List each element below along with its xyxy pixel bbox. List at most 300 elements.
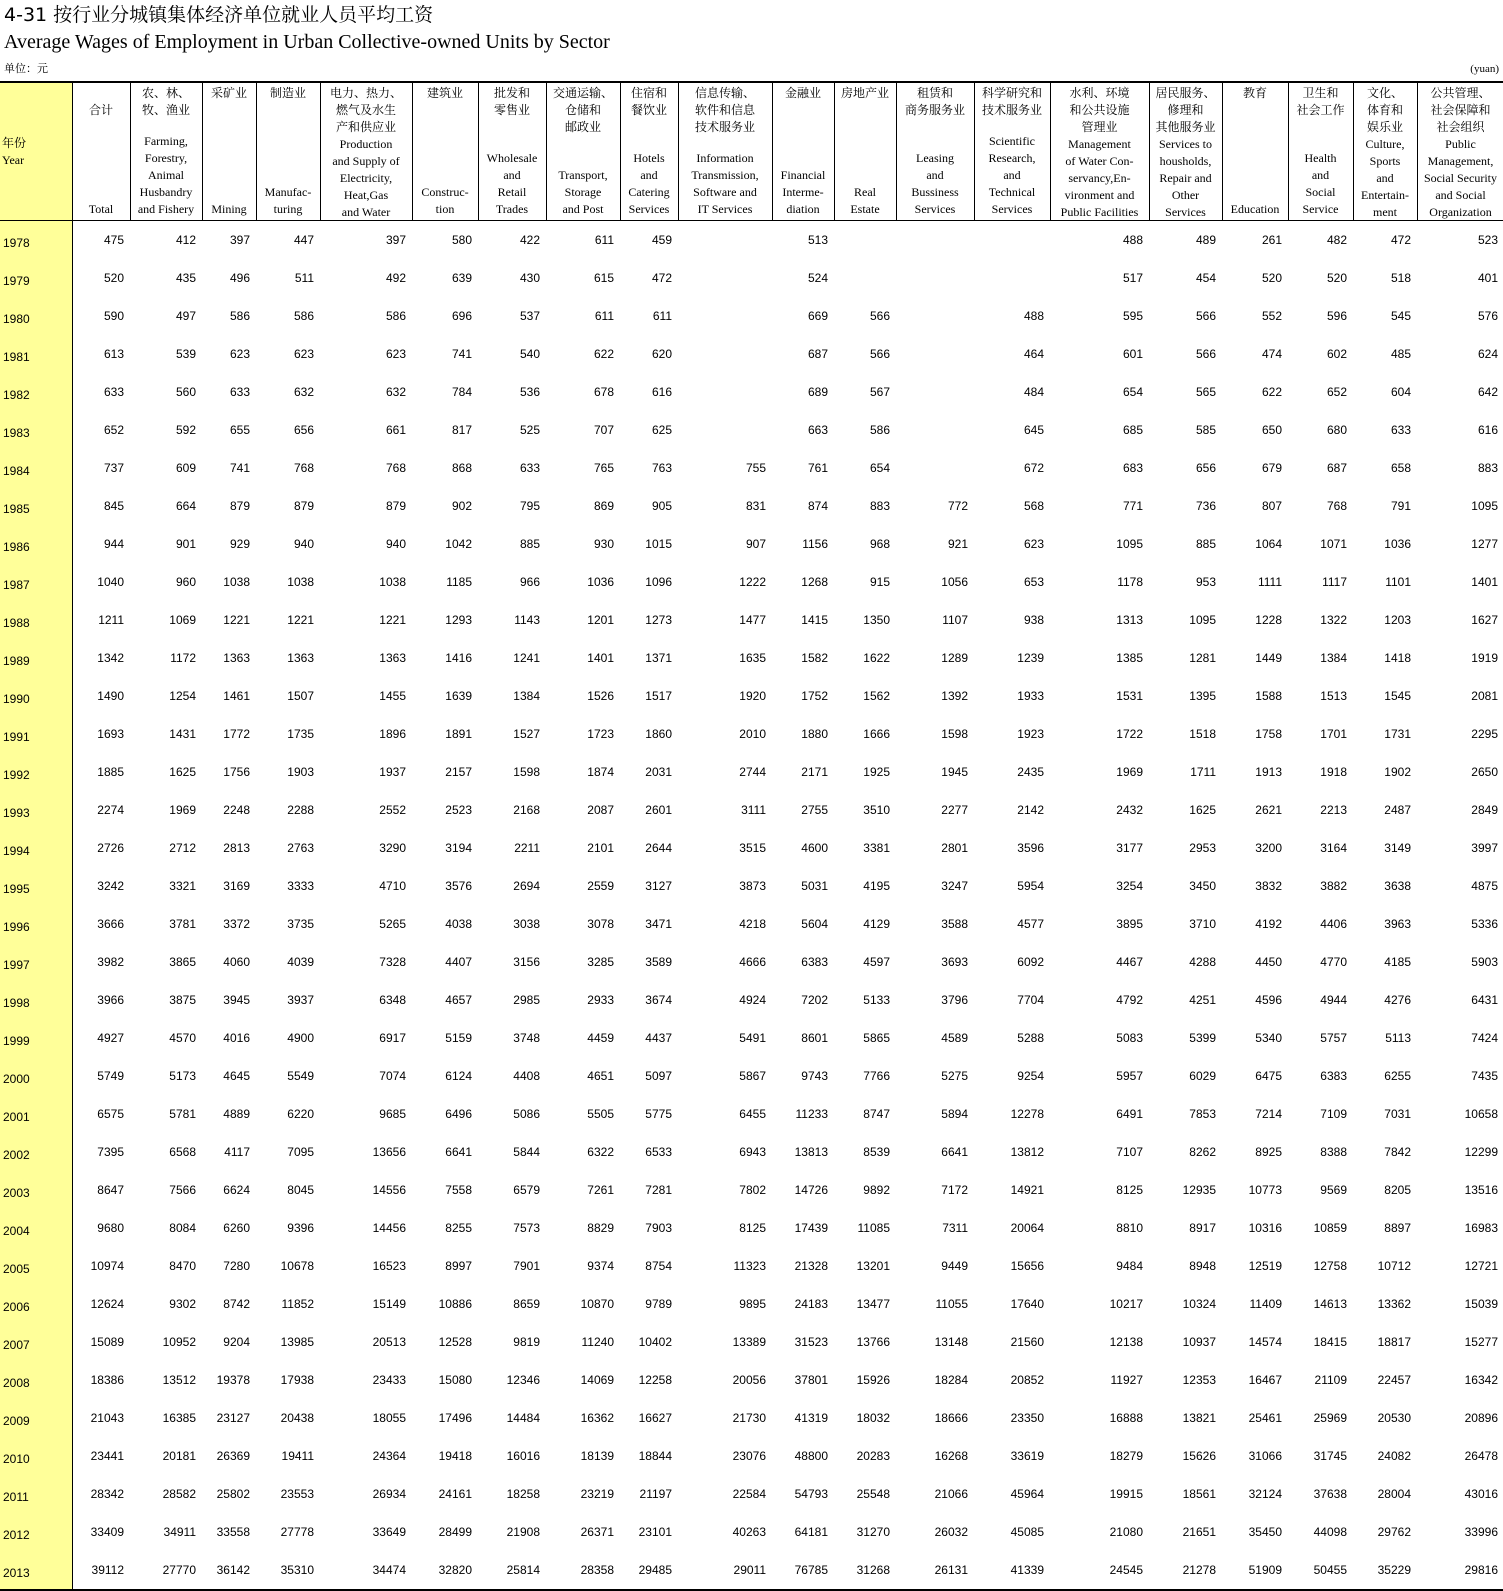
- value-cell: 1477: [739, 613, 766, 627]
- column-header-en: Production and Supply of Electricity, Heat,Gas and Water: [332, 137, 400, 219]
- value-cell: 447: [293, 233, 314, 247]
- value-cell: 1107: [942, 613, 968, 627]
- value-cell: 8747: [863, 1107, 890, 1121]
- value-cell: 2487: [1384, 803, 1411, 817]
- value-cell: 1449: [1255, 651, 1282, 665]
- value-cell: 3865: [169, 955, 196, 969]
- value-cell: 4577: [1017, 917, 1044, 931]
- value-cell: 2211: [514, 841, 540, 855]
- value-cell: 1036: [1384, 537, 1411, 551]
- value-cell: 944: [103, 537, 124, 551]
- value-cell: 620: [651, 347, 672, 361]
- value-cell: 1401: [587, 651, 614, 665]
- value-cell: 807: [1261, 499, 1282, 513]
- value-cell: 879: [229, 499, 250, 513]
- value-cell: 885: [519, 537, 540, 551]
- column-header: [546, 82, 620, 221]
- value-cell: 8539: [863, 1145, 890, 1159]
- value-cell: 654: [1122, 385, 1143, 399]
- value-cell: 3735: [287, 917, 314, 931]
- value-cell: 48800: [794, 1449, 828, 1463]
- value-cell: 585: [1195, 423, 1216, 437]
- value-cell: 5867: [739, 1069, 766, 1083]
- column-header: [896, 82, 974, 221]
- value-cell: 2849: [1471, 803, 1498, 817]
- value-cell: 1635: [739, 651, 766, 665]
- value-cell: 4288: [1189, 955, 1216, 969]
- value-cell: 16983: [1464, 1221, 1498, 1235]
- value-cell: 397: [229, 233, 250, 247]
- value-cell: 1627: [1471, 613, 1498, 627]
- value-cell: 772: [947, 499, 968, 513]
- value-cell: 3937: [287, 993, 314, 1007]
- value-cell: 4792: [1116, 993, 1143, 1007]
- value-cell: 464: [1023, 347, 1044, 361]
- value-cell: 9449: [941, 1259, 968, 1273]
- value-cell: 4645: [223, 1069, 250, 1083]
- value-cell: 16016: [506, 1449, 540, 1463]
- value-cell: 9374: [587, 1259, 614, 1273]
- value-cell: [678, 373, 772, 411]
- value-cell: 1625: [169, 765, 196, 779]
- value-cell: [896, 335, 974, 373]
- value-cell: 632: [385, 385, 406, 399]
- column-header-en: Information Transmission, Software and IT Services: [691, 151, 759, 216]
- value-cell: 611: [594, 233, 614, 247]
- value-cell: 4016: [223, 1031, 250, 1045]
- value-cell: 15039: [1464, 1297, 1498, 1311]
- table-row: [0, 373, 1503, 411]
- value-cell: 15926: [856, 1373, 890, 1387]
- value-cell: 1273: [645, 613, 672, 627]
- value-cell: 736: [1195, 499, 1216, 513]
- value-cell: 43016: [1464, 1487, 1498, 1501]
- value-cell: 23350: [1010, 1411, 1044, 1425]
- value-cell: 3796: [941, 993, 968, 1007]
- value-cell: 1461: [223, 689, 250, 703]
- value-cell: 15277: [1464, 1335, 1498, 1349]
- value-cell: 622: [593, 347, 614, 361]
- value-cell: 784: [451, 385, 472, 399]
- value-cell: 16362: [580, 1411, 614, 1425]
- value-cell: 1064: [1255, 537, 1282, 551]
- value-cell: 1221: [287, 613, 314, 627]
- value-cell: 3882: [1320, 879, 1347, 893]
- value-cell: 8388: [1320, 1145, 1347, 1159]
- value-cell: 664: [175, 499, 196, 513]
- value-cell: 6255: [1384, 1069, 1411, 1083]
- value-cell: 2295: [1471, 727, 1498, 741]
- table-row: [0, 1475, 1503, 1513]
- value-cell: 6455: [739, 1107, 766, 1121]
- value-cell: 2755: [801, 803, 828, 817]
- value-cell: 31066: [1248, 1449, 1282, 1463]
- value-cell: 21730: [732, 1411, 766, 1425]
- value-cell: 1015: [645, 537, 672, 551]
- value-cell: 14726: [794, 1183, 828, 1197]
- value-cell: 1920: [739, 689, 766, 703]
- value-cell: 76785: [772, 1551, 834, 1590]
- value-cell: 1588: [1255, 689, 1282, 703]
- value-cell: 1101: [1385, 575, 1411, 589]
- table-row: [0, 1095, 1503, 1133]
- value-cell: 5159: [445, 1031, 472, 1045]
- value-cell: 1517: [645, 689, 672, 703]
- value-cell: 17640: [1010, 1297, 1044, 1311]
- column-header-en: Scientific Research, and Technical Services: [988, 134, 1036, 216]
- value-cell: 488: [1023, 309, 1044, 323]
- value-cell: 616: [651, 385, 672, 399]
- value-cell: 454: [1195, 271, 1216, 285]
- value-cell: 3290: [379, 841, 406, 855]
- value-cell: 18817: [1377, 1335, 1411, 1349]
- value-cell: 517: [1122, 271, 1143, 285]
- page-title-en: Average Wages of Employment in Urban Collective-owned Units by Sector: [4, 31, 610, 53]
- table-row: [0, 1437, 1503, 1475]
- value-cell: 623: [293, 347, 314, 361]
- year-cell: 1982: [0, 373, 72, 411]
- year-cell: 1986: [0, 525, 72, 563]
- column-header-en: Construc- tion: [421, 185, 469, 216]
- column-header-cn: 居民服务、 修理和 其他服务业: [1155, 86, 1216, 134]
- value-cell: 54793: [794, 1487, 828, 1501]
- value-cell: 7261: [587, 1183, 614, 1197]
- value-cell: 5097: [645, 1069, 672, 1083]
- value-cell: 609: [175, 461, 196, 475]
- value-cell: 566: [1195, 347, 1216, 361]
- value-cell: 8810: [1116, 1221, 1143, 1235]
- value-cell: 1178: [1117, 575, 1143, 589]
- value-cell: 31745: [1313, 1449, 1347, 1463]
- value-cell: 596: [1326, 309, 1347, 323]
- value-cell: 28004: [1377, 1487, 1411, 1501]
- year-cell: 1993: [0, 791, 72, 829]
- value-cell: 2523: [445, 803, 472, 817]
- value-cell: 1384: [513, 689, 540, 703]
- value-cell: [896, 297, 974, 335]
- value-cell: 707: [593, 423, 614, 437]
- value-cell: 18666: [934, 1411, 968, 1425]
- value-cell: 18415: [1313, 1335, 1347, 1349]
- value-cell: 21197: [639, 1487, 672, 1501]
- value-cell: 623: [1023, 537, 1044, 551]
- value-cell: 9789: [645, 1297, 672, 1311]
- value-cell: 687: [1326, 461, 1347, 475]
- value-cell: 18279: [1109, 1449, 1143, 1463]
- value-cell: 13812: [1010, 1145, 1044, 1159]
- year-cell: 1994: [0, 829, 72, 867]
- value-cell: 5083: [1116, 1031, 1143, 1045]
- year-cell: 1991: [0, 715, 72, 753]
- value-cell: 5775: [645, 1107, 672, 1121]
- column-header-en: Leasing and Bussiness Services: [911, 151, 959, 216]
- value-cell: 18258: [506, 1487, 540, 1501]
- value-cell: 34911: [163, 1525, 196, 1539]
- value-cell: 1918: [1320, 765, 1347, 779]
- column-header: [478, 82, 546, 221]
- value-cell: 9685: [379, 1107, 406, 1121]
- value-cell: 953: [1195, 575, 1216, 589]
- value-cell: 771: [1122, 499, 1143, 513]
- value-cell: 8125: [1116, 1183, 1143, 1197]
- value-cell: 23101: [638, 1525, 672, 1539]
- value-cell: 5133: [863, 993, 890, 1007]
- value-cell: 650: [1261, 423, 1282, 437]
- column-header: [1050, 82, 1149, 221]
- value-cell: 44098: [1313, 1525, 1347, 1539]
- value-cell: 28342: [90, 1487, 124, 1501]
- table-row: [0, 1209, 1503, 1247]
- value-cell: 1723: [587, 727, 614, 741]
- value-cell: 25814: [478, 1551, 546, 1590]
- value-cell: 6322: [587, 1145, 614, 1159]
- value-cell: 1038: [223, 575, 250, 589]
- value-cell: 4944: [1320, 993, 1347, 1007]
- value-cell: 2101: [587, 841, 614, 855]
- value-cell: 3111: [741, 803, 766, 817]
- value-cell: 3381: [863, 841, 890, 855]
- value-cell: 14556: [372, 1183, 406, 1197]
- value-cell: 1415: [801, 613, 828, 627]
- value-cell: 3200: [1255, 841, 1282, 855]
- value-cell: 1228: [1255, 613, 1282, 627]
- year-cell: 2005: [0, 1247, 72, 1285]
- column-header: [834, 82, 896, 221]
- value-cell: 1891: [445, 727, 472, 741]
- value-cell: 31268: [834, 1551, 896, 1590]
- value-cell: 485: [1390, 347, 1411, 361]
- value-cell: 7202: [801, 993, 828, 1007]
- value-cell: 8084: [169, 1221, 196, 1235]
- value-cell: 13516: [1464, 1183, 1498, 1197]
- value-cell: 883: [1477, 461, 1498, 475]
- value-cell: 12278: [1010, 1107, 1044, 1121]
- value-cell: 1289: [941, 651, 968, 665]
- year-cell: 1978: [0, 221, 72, 260]
- value-cell: 1143: [514, 613, 540, 627]
- wages-table: [0, 81, 1503, 1591]
- value-cell: 18561: [1182, 1487, 1216, 1501]
- value-cell: 475: [103, 233, 124, 247]
- value-cell: 7903: [645, 1221, 672, 1235]
- value-cell: [896, 449, 974, 487]
- value-cell: 2726: [97, 841, 124, 855]
- value-cell: 1172: [170, 651, 196, 665]
- value-cell: 10402: [638, 1335, 672, 1349]
- value-cell: 2213: [1320, 803, 1347, 817]
- value-cell: 1431: [169, 727, 196, 741]
- value-cell: 23076: [732, 1449, 766, 1463]
- value-cell: 29011: [678, 1551, 772, 1590]
- value-cell: 3285: [587, 955, 614, 969]
- column-header-cn: 制造业: [269, 86, 306, 100]
- table-row: [0, 335, 1503, 373]
- value-cell: 33996: [1464, 1525, 1498, 1539]
- value-cell: 10217: [1109, 1297, 1143, 1311]
- value-cell: 10952: [162, 1335, 196, 1349]
- column-header-en: Real Estate: [850, 185, 880, 216]
- value-cell: 940: [293, 537, 314, 551]
- value-cell: 27778: [280, 1525, 314, 1539]
- value-cell: 6575: [97, 1107, 124, 1121]
- value-cell: 7566: [169, 1183, 196, 1197]
- value-cell: 1919: [1471, 651, 1498, 665]
- column-header: [320, 82, 412, 221]
- value-cell: 518: [1390, 271, 1411, 285]
- value-cell: 13477: [856, 1297, 890, 1311]
- value-cell: 32124: [1248, 1487, 1282, 1501]
- column-header-cn: 农、林、 牧、渔业: [141, 86, 190, 117]
- value-cell: 10773: [1248, 1183, 1282, 1197]
- value-cell: 19915: [1109, 1487, 1143, 1501]
- value-cell: 3638: [1384, 879, 1411, 893]
- value-cell: 4437: [645, 1031, 672, 1045]
- value-cell: 672: [1023, 461, 1044, 475]
- value-cell: [678, 259, 772, 297]
- value-cell: 4408: [513, 1069, 540, 1083]
- value-cell: 435: [175, 271, 196, 285]
- value-cell: 4875: [1471, 879, 1498, 893]
- value-cell: 4589: [941, 1031, 968, 1045]
- value-cell: 7802: [739, 1183, 766, 1197]
- year-cell: 1999: [0, 1019, 72, 1057]
- value-cell: 2621: [1255, 803, 1282, 817]
- value-cell: 5954: [1017, 879, 1044, 893]
- value-cell: 645: [1023, 423, 1044, 437]
- value-cell: 537: [519, 309, 540, 323]
- value-cell: 4195: [863, 879, 890, 893]
- column-header-cn: 卫生和 社会工作: [1296, 86, 1345, 117]
- value-cell: 5844: [513, 1145, 540, 1159]
- column-header-en: Culture, Sports and Entertain- ment: [1361, 137, 1409, 219]
- table-row: [0, 487, 1503, 525]
- value-cell: 2277: [941, 803, 968, 817]
- value-cell: 4407: [445, 955, 472, 969]
- value-cell: 7558: [445, 1183, 472, 1197]
- value-cell: 2552: [379, 803, 406, 817]
- table-row: [0, 1019, 1503, 1057]
- value-cell: 10316: [1248, 1221, 1282, 1235]
- value-cell: 3982: [97, 955, 124, 969]
- value-cell: 6383: [801, 955, 828, 969]
- value-cell: 5781: [169, 1107, 196, 1121]
- value-cell: 1350: [863, 613, 890, 627]
- value-cell: 8948: [1189, 1259, 1216, 1273]
- column-header-cn: 合计: [88, 103, 113, 117]
- value-cell: [896, 221, 974, 260]
- value-cell: 41339: [974, 1551, 1050, 1590]
- value-cell: 6431: [1471, 993, 1498, 1007]
- column-header-cn: 水利、环境 和公共设施 管理业: [1069, 86, 1130, 134]
- value-cell: 4251: [1189, 993, 1216, 1007]
- value-cell: 8205: [1384, 1183, 1411, 1197]
- value-cell: 11409: [1249, 1297, 1282, 1311]
- table-row: [0, 601, 1503, 639]
- table-row: [0, 1513, 1503, 1551]
- value-cell: 1222: [739, 575, 766, 589]
- value-cell: 741: [229, 461, 250, 475]
- column-header-cn: 采矿业: [210, 86, 247, 100]
- value-cell: 1201: [587, 613, 614, 627]
- value-cell: 1860: [645, 727, 672, 741]
- value-cell: 21328: [794, 1259, 828, 1273]
- column-header: [412, 82, 478, 221]
- value-cell: 13656: [372, 1145, 406, 1159]
- table-row: [0, 867, 1503, 905]
- value-cell: 10870: [580, 1297, 614, 1311]
- value-cell: 497: [175, 309, 196, 323]
- value-cell: 1371: [645, 651, 672, 665]
- table-row: [0, 715, 1503, 753]
- value-cell: 633: [229, 385, 250, 399]
- value-cell: 9895: [739, 1297, 766, 1311]
- value-cell: 13512: [162, 1373, 196, 1387]
- value-cell: 687: [807, 347, 828, 361]
- value-cell: 1221: [223, 613, 250, 627]
- value-cell: 1038: [379, 575, 406, 589]
- value-cell: 10886: [438, 1297, 472, 1311]
- table-row: [0, 297, 1503, 335]
- value-cell: 20064: [1010, 1221, 1044, 1235]
- year-cell: 1983: [0, 411, 72, 449]
- column-header-cn: 文化、 体育和 娱乐业: [1366, 86, 1403, 134]
- value-cell: 1923: [1017, 727, 1044, 741]
- value-cell: 6124: [445, 1069, 472, 1083]
- value-cell: 4597: [863, 955, 890, 969]
- value-cell: 1185: [446, 575, 472, 589]
- value-cell: 11240: [581, 1335, 614, 1349]
- value-cell: 1203: [1384, 613, 1411, 627]
- value-cell: 4276: [1384, 993, 1411, 1007]
- table-row: [0, 791, 1503, 829]
- value-cell: 28499: [438, 1525, 472, 1539]
- value-cell: 16523: [372, 1259, 406, 1273]
- year-cell: 1985: [0, 487, 72, 525]
- table-row: [0, 905, 1503, 943]
- value-cell: 565: [1195, 385, 1216, 399]
- value-cell: 8255: [445, 1221, 472, 1235]
- value-cell: [678, 411, 772, 449]
- year-cell: 1996: [0, 905, 72, 943]
- value-cell: 1363: [379, 651, 406, 665]
- value-cell: 14574: [1248, 1335, 1282, 1349]
- value-cell: 622: [1261, 385, 1282, 399]
- value-cell: 8917: [1189, 1221, 1216, 1235]
- value-cell: 566: [1195, 309, 1216, 323]
- value-cell: 663: [807, 423, 828, 437]
- column-header: [974, 82, 1050, 221]
- value-cell: 1693: [97, 727, 124, 741]
- year-header-en: Year: [2, 152, 25, 167]
- column-header-cn: 电力、热力、 燃气及水生 产和供应业: [329, 86, 402, 134]
- column-header: [1149, 82, 1222, 221]
- column-header-en: Wholesale and Retail Trades: [486, 151, 538, 216]
- value-cell: 24545: [1050, 1551, 1149, 1590]
- value-cell: 1313: [1116, 613, 1143, 627]
- value-cell: 580: [451, 233, 472, 247]
- year-cell: 1980: [0, 297, 72, 335]
- value-cell: 4450: [1255, 955, 1282, 969]
- value-cell: 1418: [1384, 651, 1411, 665]
- value-cell: 7424: [1471, 1031, 1498, 1045]
- value-cell: 6348: [379, 993, 406, 1007]
- value-cell: 661: [385, 423, 406, 437]
- value-cell: 4185: [1384, 955, 1411, 969]
- value-cell: 592: [175, 423, 196, 437]
- value-cell: 1401: [1471, 575, 1498, 589]
- value-cell: 4651: [587, 1069, 614, 1083]
- value-cell: 12519: [1248, 1259, 1282, 1273]
